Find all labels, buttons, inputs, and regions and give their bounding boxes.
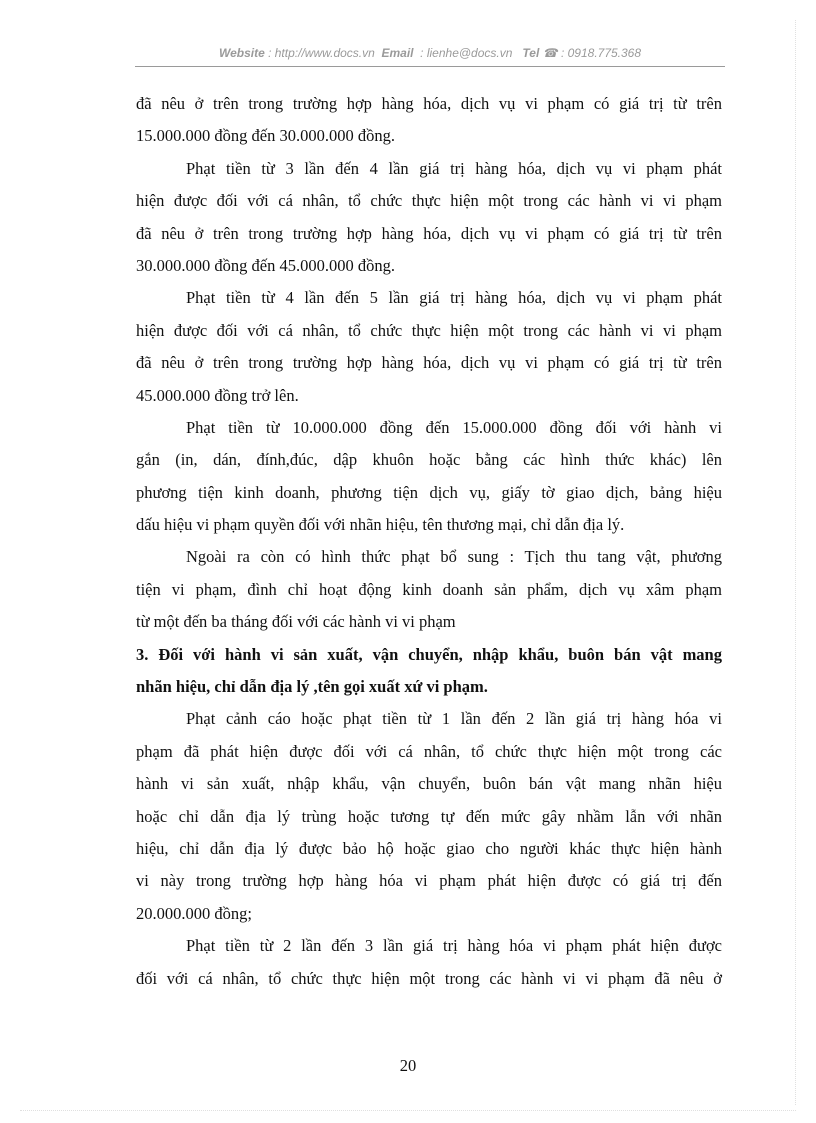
website-label: Website bbox=[218, 46, 265, 60]
page-border-right bbox=[795, 20, 796, 1105]
text-line: từ một đến ba tháng đối với các hành vi vi phạm bbox=[136, 612, 456, 632]
text-line: đã nêu ở trên trong trường hợp hàng hóa, dịch vụ vi phạm có giá trị từ trên bbox=[136, 353, 722, 373]
text-line: hiệu, chỉ dẫn địa lý được bảo hộ hoặc giao cho người khác thực hiện hành bbox=[136, 838, 722, 858]
paragraph-first-line: Phạt tiền từ 3 lần đến 4 lần giá trị hàng hóa, dịch vụ vi phạm phát bbox=[186, 158, 722, 178]
text-line: tiện vi phạm, đình chỉ hoạt động kinh doanh sản phẩm, dịch vụ xâm phạm bbox=[136, 579, 722, 599]
tel-label: Tel bbox=[522, 46, 540, 60]
paragraph-first-line: Ngoài ra còn có hình thức phạt bổ sung : Tịch thu tang vật, phương bbox=[186, 547, 722, 567]
text-line: đã nêu ở trên trong trường hợp hàng hóa, dịch vụ vi phạm có giá trị từ trên bbox=[136, 223, 722, 243]
email-label: Email bbox=[381, 46, 414, 60]
text-line: đối với cá nhân, tổ chức thực hiện một trong các hành vi vi phạm đã nêu ở bbox=[136, 968, 722, 988]
text-line: phương tiện kinh doanh, phương tiện dịch vụ, giấy tờ giao dịch, bảng hiệu bbox=[136, 482, 722, 502]
text-line: 30.000.000 đồng đến 45.000.000 đồng. bbox=[136, 255, 395, 275]
tel-number: ☎ : 0918.775.368 bbox=[542, 46, 642, 60]
email-address[interactable]: : lienhe@docs.vn bbox=[420, 46, 513, 60]
paragraph-first-line: Phạt tiền từ 2 lần đến 3 lần giá trị hàng hóa vi phạm phát hiện được bbox=[186, 936, 722, 956]
text-line: vi này trong trường hợp hàng hóa vi phạm phát hiện được có giá trị đến bbox=[136, 871, 722, 891]
text-line: gắn (in, dán, đính,đúc, dập khuôn hoặc bằng các hình thức khác) lên bbox=[136, 450, 722, 470]
text-line: 15.000.000 đồng đến 30.000.000 đồng. bbox=[136, 126, 395, 146]
text-line: hành vi sản xuất, nhập khẩu, vận chuyển, buôn bán vật mang nhãn hiệu bbox=[136, 774, 722, 794]
text-line: dấu hiệu vi phạm quyền đối với nhãn hiệu, tên thương mại, chỉ dẫn địa lý. bbox=[136, 515, 625, 535]
page-border-bottom bbox=[20, 1110, 796, 1111]
page-number: 20 bbox=[399, 1056, 417, 1075]
paragraph-first-line: Phạt tiền từ 10.000.000 đồng đến 15.000.000 đồng đối với hành vi bbox=[186, 417, 722, 437]
header-divider bbox=[135, 66, 725, 67]
text-line: 45.000.000 đồng trở lên. bbox=[136, 385, 299, 405]
page-header bbox=[135, 46, 725, 60]
text-line: 20.000.000 đồng; bbox=[136, 903, 252, 923]
text-line: hiện được đối với cá nhân, tổ chức thực hiện một trong các hành vi vi phạm bbox=[136, 191, 722, 211]
paragraph-first-line: Phạt tiền từ 4 lần đến 5 lần giá trị hàng hóa, dịch vụ vi phạm phát bbox=[186, 288, 722, 308]
website-url[interactable]: : http://www.docs.vn bbox=[268, 46, 375, 60]
section-heading: 3. Đối với hành vi sản xuất, vận chuyển, nhập khẩu, buôn bán vật mang bbox=[136, 644, 722, 664]
text-line: đã nêu ở trên trong trường hợp hàng hóa, dịch vụ vi phạm có giá trị từ trên bbox=[136, 94, 722, 113]
text-line: phạm đã phát hiện được đối với cá nhân, tổ chức thực hiện một trong các bbox=[136, 741, 722, 761]
paragraph-first-line: Phạt cảnh cáo hoặc phạt tiền từ 1 lần đến 2 lần giá trị hàng hóa vi bbox=[186, 709, 722, 729]
section-heading: nhãn hiệu, chỉ dẫn địa lý ,tên gọi xuất xứ vi phạm. bbox=[136, 677, 488, 697]
text-line: hoặc chỉ dẫn địa lý trùng hoặc tương tự đến mức gây nhầm lẫn với nhãn bbox=[136, 806, 722, 826]
text-line: hiện được đối với cá nhân, tổ chức thực hiện một trong các hành vi vi phạm bbox=[136, 320, 722, 340]
document-body bbox=[136, 88, 722, 995]
